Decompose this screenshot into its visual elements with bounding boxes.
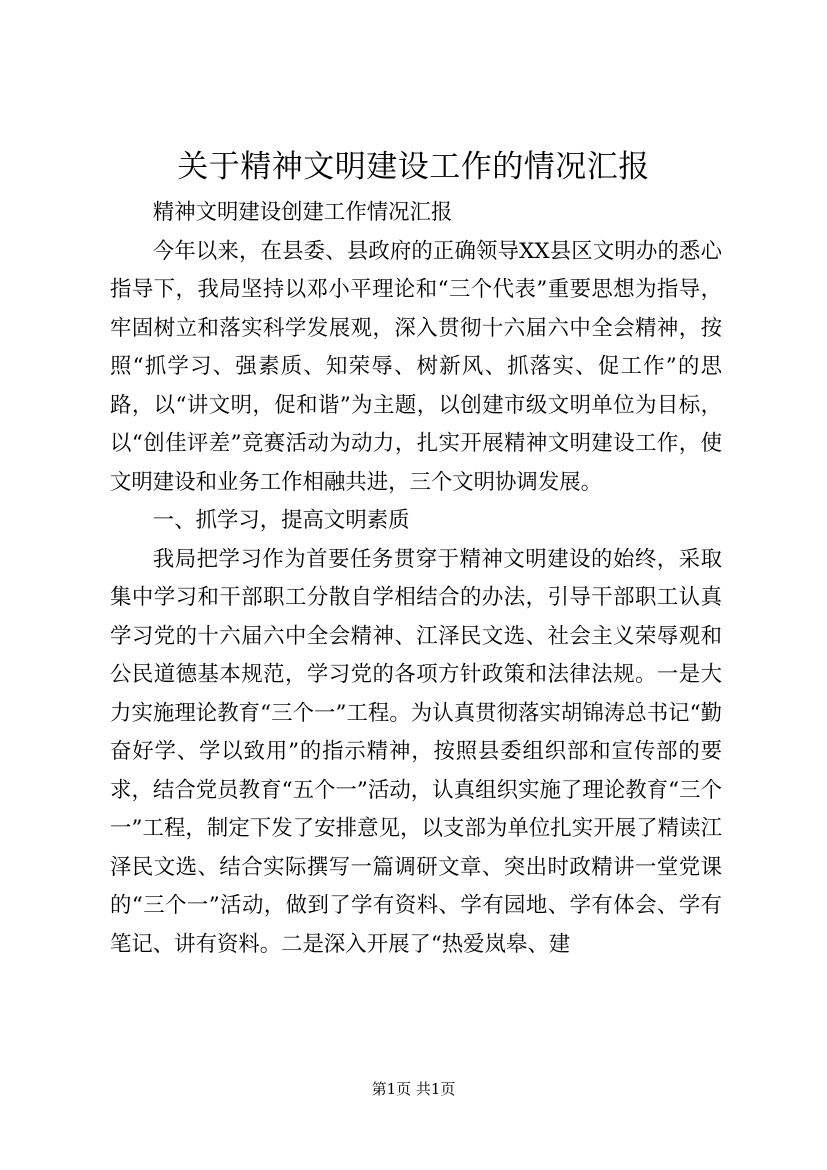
paragraph-study: 我局把学习作为首要任务贯穿于精神文明建设的始终，采取集中学习和干部职工分散自学相结合的办法，引导干部职工认真学习党的十六届六中全会精神、江泽民文选、社会主义荣辱观和公民道德基本规范，学习党的各项方针政策和法律法规。一是大力实施理论教育“三个一”工程。为认真贯彻落实胡锦涛总书记“勤奋好学、学以致用”的指示精神，按照县委组织部和宣传部的要求，结合党员教育“五个一”活动，认真组织实施了理论教育“三个一”工程，制定下发了安排意见，以支部为单位扎实开展了精读江泽民文选、结合实际撰写一篇调研文章、突出时政精讲一堂党课的“三个一”活动，做到了学有资料、学有园地、学有体会、学有笔记、讲有资料。二是深入开展了“热爱岚皋、建 — [110, 546, 722, 957]
section-heading: 一、抓学习，提高文明素质 — [152, 508, 410, 533]
document-title: 关于精神文明建设工作的情况汇报 — [177, 149, 650, 185]
document-body — [110, 194, 722, 964]
paragraph-intro: 今年以来，在县委、县政府的正确领导XX县区文明办的悉心指导下，我局坚持以邓小平理论和“三个代表”重要思想为指导，牢固树立和落实科学发展观，深入贯彻十六届六中全会精神，按照“抓学习、强素质、知荣辱、树新风、抓落实、促工作”的思路，以“讲文明，促和谐”为主题，以创建市级文明单位为目标，以“创佳评差”竞赛活动为动力，扎实开展精神文明建设工作，使文明建设和业务工作相融共进，三个文明协调发展。 — [110, 238, 722, 495]
page-footer: 第1页 共1页 — [371, 1080, 456, 1098]
paragraph-subtitle: 精神文明建设创建工作情况汇报 — [152, 200, 453, 225]
